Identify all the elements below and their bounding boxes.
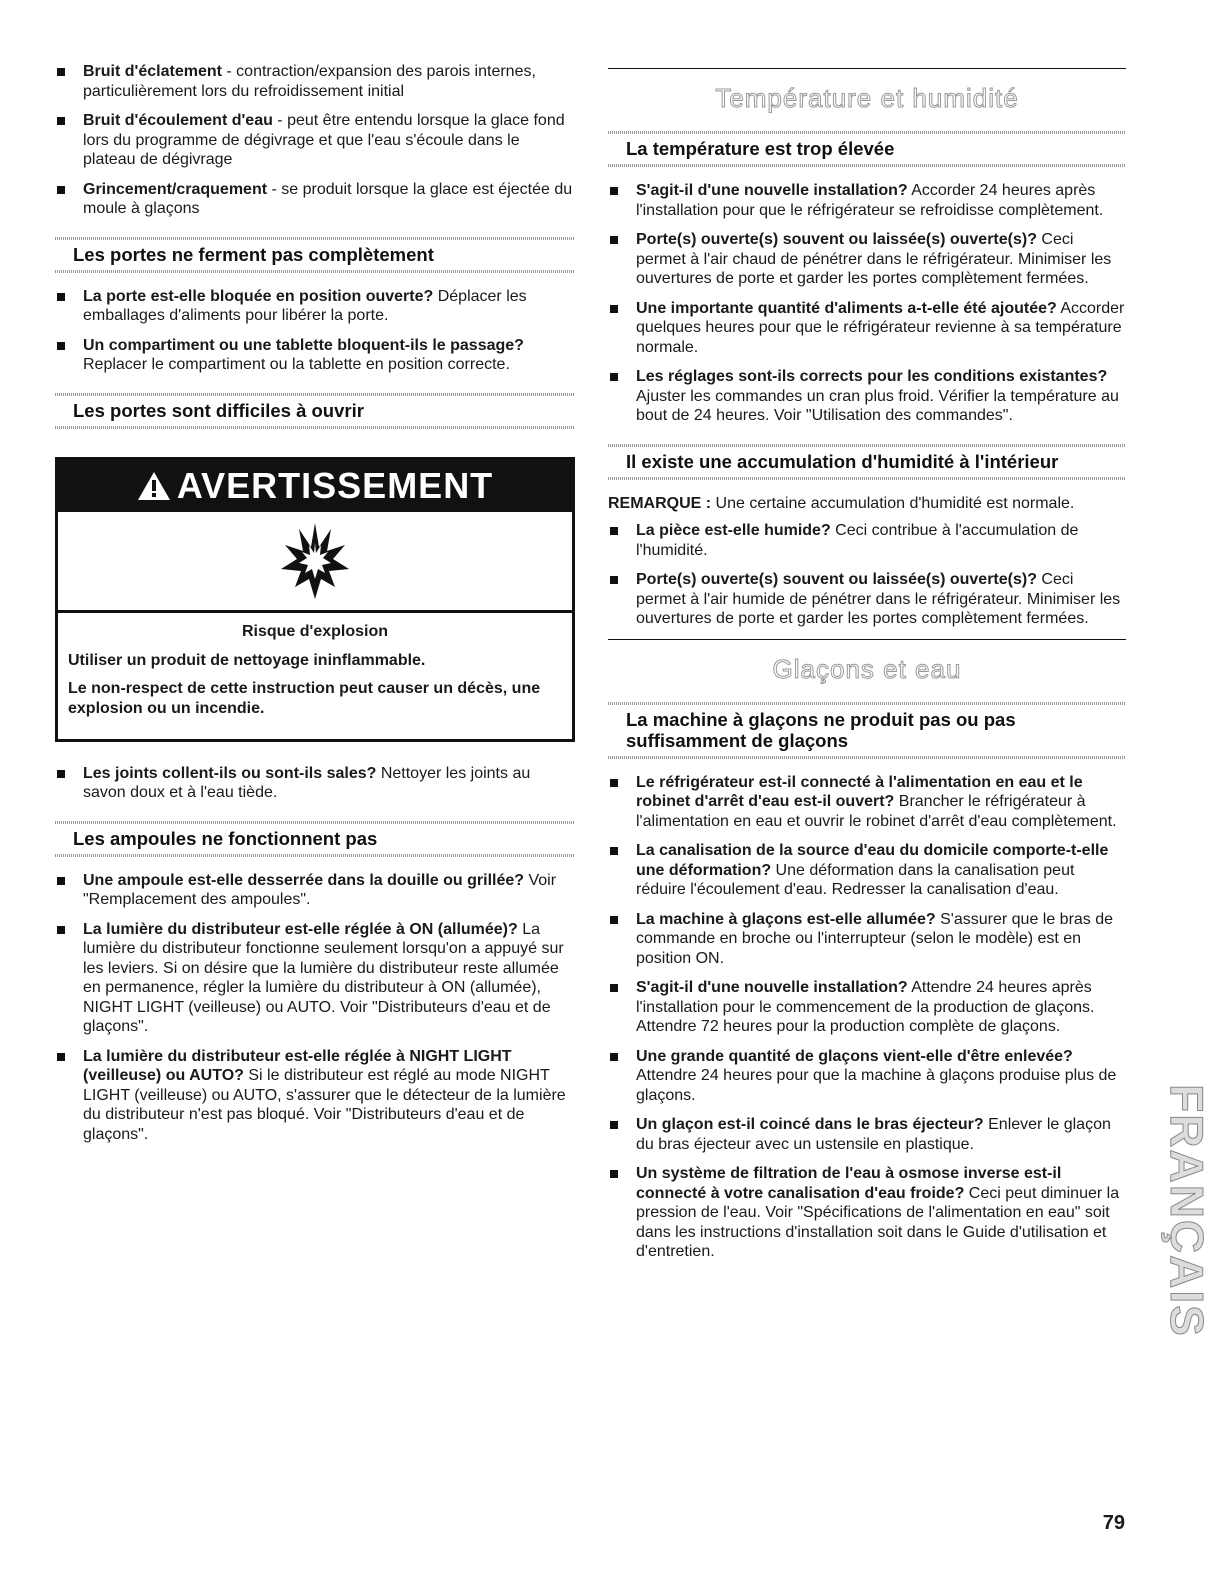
noise-list xyxy=(55,62,575,219)
list-item: Bruit d'éclatement - contraction/expansion des parois internes, particulièrement lors du refroidissement initial xyxy=(55,62,575,101)
warning-heading: AVERTISSEMENT xyxy=(176,464,494,506)
subheading-ice-maker: La machine à glaçons ne produit pas ou pas suffisamment de glaçons xyxy=(608,702,1126,759)
list-item: Porte(s) ouverte(s) souvent ou laissée(s) ouverte(s)? Ceci permet à l'air humide de pénétrer dans le réfrigérateur. Minimiser les ouvertures de porte et garder les portes complètement fermées. xyxy=(608,570,1126,629)
list-item: La canalisation de la source d'eau du domicile comporte-t-elle une déformation? Une déformation dans la canalisation peut réduire l'écoulement d'eau. Redresser la canalisation d'eau. xyxy=(608,841,1126,900)
explosion-icon xyxy=(275,519,355,603)
humidity-note: REMARQUE : Une certaine accumulation d'humidité est normale. xyxy=(608,494,1075,512)
list-item: Grincement/craquement - se produit lorsque la glace est éjectée du moule à glaçons xyxy=(55,180,575,219)
warning-risk: Risque d'explosion xyxy=(241,622,389,640)
ice-maker-list xyxy=(608,773,1126,1262)
right-column xyxy=(608,62,1126,1272)
section-title-temperature: Température et humidité xyxy=(608,68,1126,113)
list-item: La porte est-elle bloquée en position ouverte? Déplacer les emballages d'aliments pour libérer la porte. xyxy=(55,287,575,326)
list-item: La machine à glaçons est-elle allumée? S'assurer que le bras de commande en broche ou l'interrupteur (selon le modèle) est en position ON. xyxy=(608,910,1126,969)
list-item: S'agit-il d'une nouvelle installation? Accorder 24 heures après l'installation pour que le réfrigérateur se refroidisse complètement. xyxy=(608,181,1126,220)
list-item: Bruit d'écoulement d'eau - peut être entendu lorsque la glace fond lors du programme de dégivrage et que l'eau s'écoule dans le plateau de dégivrage xyxy=(55,111,575,170)
list-item: S'agit-il d'une nouvelle installation? Attendre 24 heures après l'installation pour le commencement de la production de glaçons. Attendre 72 heures pour la production complète de glaçons. xyxy=(608,978,1126,1037)
page-number: 79 xyxy=(1102,1512,1125,1534)
warning-consequence: Le non-respect de cette instruction peut causer un décès, une explosion ou un incendie. xyxy=(68,679,541,717)
doors-hard-list xyxy=(55,764,575,803)
humidity-list xyxy=(608,521,1126,629)
subheading-doors-hard: Les portes sont difficiles à ouvrir xyxy=(55,393,575,429)
warning-body xyxy=(58,613,572,739)
language-side-tab: FRANÇAIS xyxy=(1161,1084,1214,1338)
list-item: La lumière du distributeur est-elle réglée à ON (allumée)? La lumière du distributeur fonctionne seulement lorsqu'on a appuyé sur les leviers. Si on désire que la lumière du distributeur reste allumée en permanence, régler la lumière du distributeur à ON (allumée), NIGHT LIGHT (veilleuse) ou AUTO. Voir "Distributeurs d'eau et de glaçons". xyxy=(55,920,575,1037)
bulbs-list xyxy=(55,871,575,1145)
list-item: Une grande quantité de glaçons vient-elle d'être enlevée? Attendre 24 heures pour que la machine à glaçons produise plus de glaçons. xyxy=(608,1047,1126,1106)
section-title-ice: Glaçons et eau xyxy=(608,639,1126,684)
warning-icon-box xyxy=(58,512,572,613)
list-item: Un compartiment ou une tablette bloquent-ils le passage? Replacer le compartiment ou la tablette en position correcte. xyxy=(55,336,575,375)
list-item: Les réglages sont-ils corrects pour les conditions existantes? Ajuster les commandes un cran plus froid. Vérifier la température au bout de 24 heures. Voir "Utilisation des commandes". xyxy=(608,367,1126,426)
list-item: Un système de filtration de l'eau à osmose inverse est-il connecté à votre canalisation d'eau froide? Ceci peut diminuer la pression de l'eau. Voir "Spécifications de l'alimentation en eau" soit dans les instructions d'installation soit dans le Guide d'utilisation et d'entretien. xyxy=(608,1164,1126,1262)
subheading-doors-not-close: Les portes ne ferment pas complètement xyxy=(55,237,575,273)
list-item: Le réfrigérateur est-il connecté à l'alimentation en eau et le robinet d'arrêt d'eau est-il ouvert? Brancher le réfrigérateur à l'alimentation en eau et ouvrir le robinet d'arrêt d'eau complètement. xyxy=(608,773,1126,832)
warning-box xyxy=(55,457,575,742)
list-item: La lumière du distributeur est-elle réglée à NIGHT LIGHT (veilleuse) ou AUTO? Si le distributeur est réglé au mode NIGHT LIGHT (veilleuse) ou AUTO, s'assurer que le détecteur de la lumière du distributeur n'est pas bloqué. Voir "Distributeurs d'eau et de glaçons". xyxy=(55,1047,575,1145)
warning-instruction: Utiliser un produit de nettoyage ininflammable. xyxy=(68,651,426,669)
list-item: Une ampoule est-elle desserrée dans la douille ou grillée? Voir "Remplacement des ampoules". xyxy=(55,871,575,910)
list-item: Une importante quantité d'aliments a-t-elle été ajoutée? Accorder quelques heures pour que le réfrigérateur revienne à sa température normale. xyxy=(608,299,1126,358)
warning-header xyxy=(58,460,572,512)
list-item: Porte(s) ouverte(s) souvent ou laissée(s) ouverte(s)? Ceci permet à l'air chaud de pénétrer dans le réfrigérateur. Minimiser les ouvertures de porte et garder les portes complètement fermées. xyxy=(608,230,1126,289)
doors-not-close-list xyxy=(55,287,575,375)
warning-triangle-icon xyxy=(137,471,171,501)
subheading-temp-high: La température est trop élevée xyxy=(608,131,1126,167)
list-item: Les joints collent-ils ou sont-ils sales? Nettoyer les joints au savon doux et à l'eau tiède. xyxy=(55,764,575,803)
temp-high-list xyxy=(608,181,1126,426)
subheading-humidity: Il existe une accumulation d'humidité à l'intérieur xyxy=(608,444,1126,480)
subheading-bulbs: Les ampoules ne fonctionnent pas xyxy=(55,821,575,857)
list-item: La pièce est-elle humide? Ceci contribue à l'accumulation de l'humidité. xyxy=(608,521,1126,560)
list-item: Un glaçon est-il coincé dans le bras éjecteur? Enlever le glaçon du bras éjecteur avec un ustensile en plastique. xyxy=(608,1115,1126,1154)
left-column xyxy=(55,62,575,1154)
